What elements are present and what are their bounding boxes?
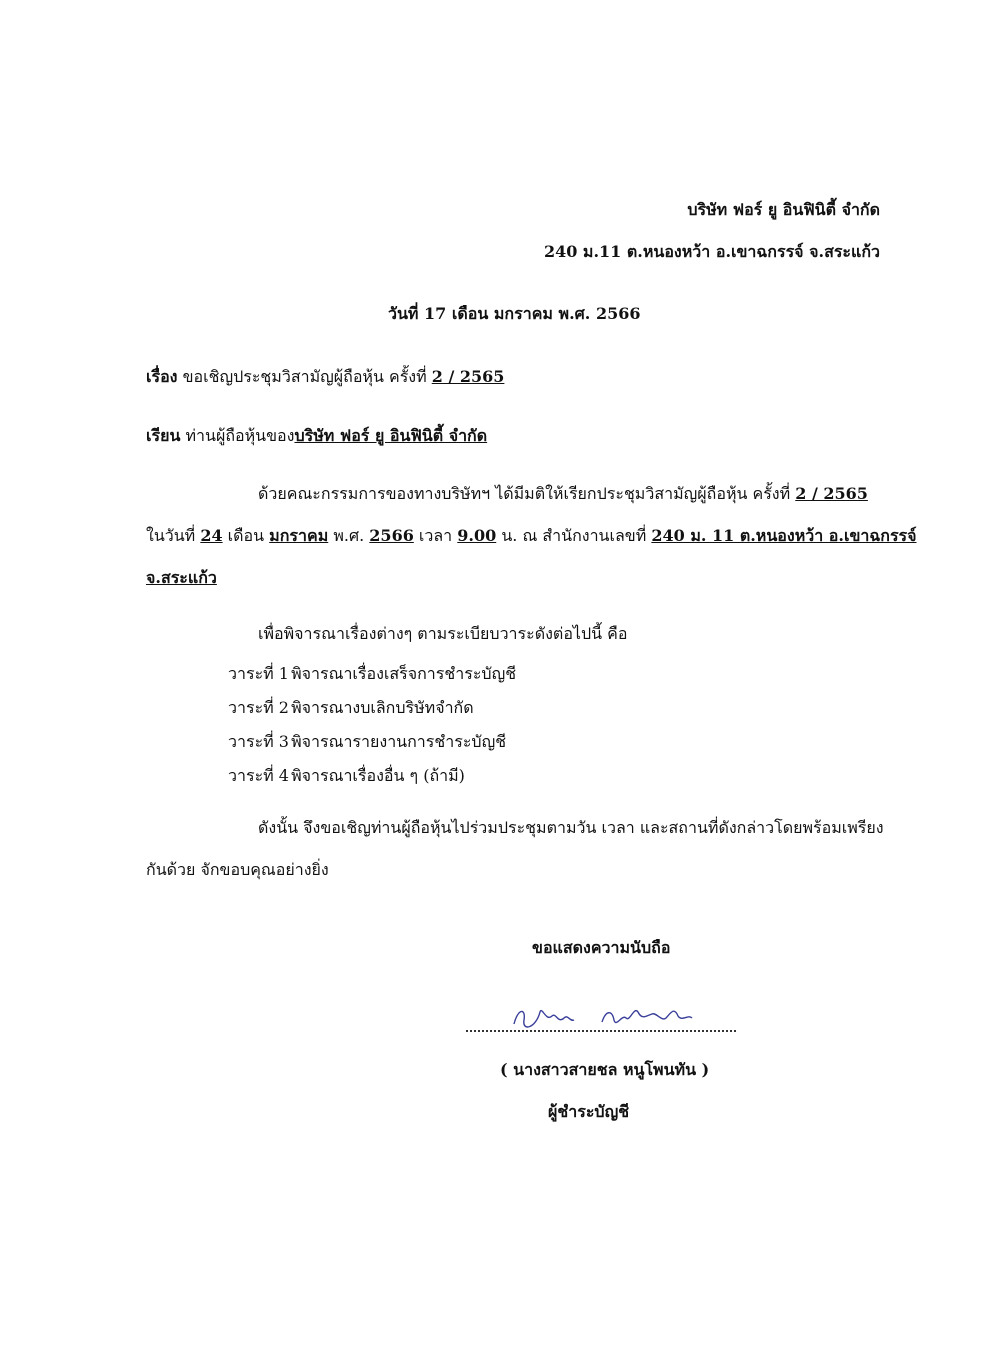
agenda-item-label: วาระที่ 2 [228, 698, 289, 717]
body-text: ด้วยคณะกรรมการของทางบริษัทฯ ได้มีมติให้เรียกประชุมวิสามัญผู้ถือหุ้น ครั้งที่ [258, 484, 791, 503]
agenda-item-text: พิจารณางบเลิกบริษัทจำกัด [291, 698, 474, 717]
signer-position: ผู้ชำระบัญชี [548, 1102, 630, 1121]
subject-number: 2 / 2565 [431, 367, 505, 386]
agenda-item [228, 662, 516, 687]
agenda-item-text: พิจารณาเรื่องอื่น ๆ (ถ้ามี) [291, 766, 465, 785]
agenda-intro: เพื่อพิจารณาเรื่องต่างๆ ตามระเบียบวาระดังต่อไปนี้ คือ [258, 624, 628, 643]
closing-line2: กันด้วย จักขอบคุณอย่างยิ่ง [146, 860, 329, 879]
regards-text: ขอแสดงความนับถือ [532, 938, 671, 957]
agenda-item [228, 730, 506, 755]
agenda-item-text: พิจารณาเรื่องเสร็จการชำระบัญชี [291, 664, 517, 683]
meeting-month-label: เดือน [227, 526, 265, 545]
subject-line [146, 365, 504, 390]
body-paragraph-line3 [146, 566, 217, 591]
date-day: 17 [424, 304, 447, 323]
meeting-place: 240 ม. 11 ต.หนองหว้า อ.เขาฉกรรจ์ [651, 526, 917, 545]
meeting-date-label: ในวันที่ [146, 526, 196, 545]
date-month-label: เดือน [451, 304, 489, 323]
signature-line [466, 1030, 736, 1032]
recipient-line [146, 424, 487, 449]
signer-name: ( นางสาวสายชล หนูโพนทัน ) [500, 1060, 710, 1079]
recipient-label: เรียน [146, 426, 181, 445]
company-address: 240 ม.11 ต.หนองหว้า อ.เขาฉกรรจ์ จ.สระแก้ว [543, 242, 880, 261]
letter-date [388, 302, 640, 327]
meeting-day: 24 [200, 526, 223, 545]
subject-label: เรื่อง [146, 367, 178, 386]
subject-text: ขอเชิญประชุมวิสามัญผู้ถือหุ้น ครั้งที่ [182, 367, 427, 386]
closing-line1: ดังนั้น จึงขอเชิญท่านผู้ถือหุ้นไปร่วมประชุมตามวัน เวลา และสถานที่ดังกล่าวโดยพร้อมเพรียง [258, 818, 884, 837]
agenda-item-label: วาระที่ 3 [228, 732, 289, 751]
date-month: มกราคม [493, 304, 553, 323]
meeting-time-unit: น. [501, 526, 518, 545]
recipient-company: บริษัท ฟอร์ ยู อินฟินิตี้ จำกัด [294, 426, 488, 445]
meeting-number: 2 / 2565 [795, 484, 868, 503]
date-year: 2566 [595, 304, 641, 323]
date-day-label: วันที่ [388, 304, 419, 323]
body-paragraph-line1 [258, 482, 868, 507]
meeting-year-label: พ.ศ. [333, 526, 365, 545]
recipient-text: ท่านผู้ถือหุ้นของ [185, 426, 295, 445]
body-paragraph-line2 [146, 524, 917, 549]
date-year-label: พ.ศ. [558, 304, 591, 323]
handwritten-signature [506, 998, 726, 1034]
meeting-place-province: จ.สระแก้ว [146, 568, 217, 587]
agenda-item-text: พิจารณารายงานการชำระบัญชี [291, 732, 507, 751]
meeting-time-label: เวลา [418, 526, 453, 545]
agenda-item-label: วาระที่ 4 [228, 766, 289, 785]
meeting-month: มกราคม [269, 526, 329, 545]
company-name: บริษัท ฟอร์ ยู อินฟินิตี้ จำกัด [687, 200, 880, 219]
agenda-item [228, 764, 465, 789]
meeting-time: 9.00 [457, 526, 497, 545]
agenda-item [228, 696, 474, 721]
meeting-place-label: ณ สำนักงานเลขที่ [522, 526, 647, 545]
agenda-item-label: วาระที่ 1 [228, 664, 289, 683]
meeting-year: 2566 [369, 526, 414, 545]
